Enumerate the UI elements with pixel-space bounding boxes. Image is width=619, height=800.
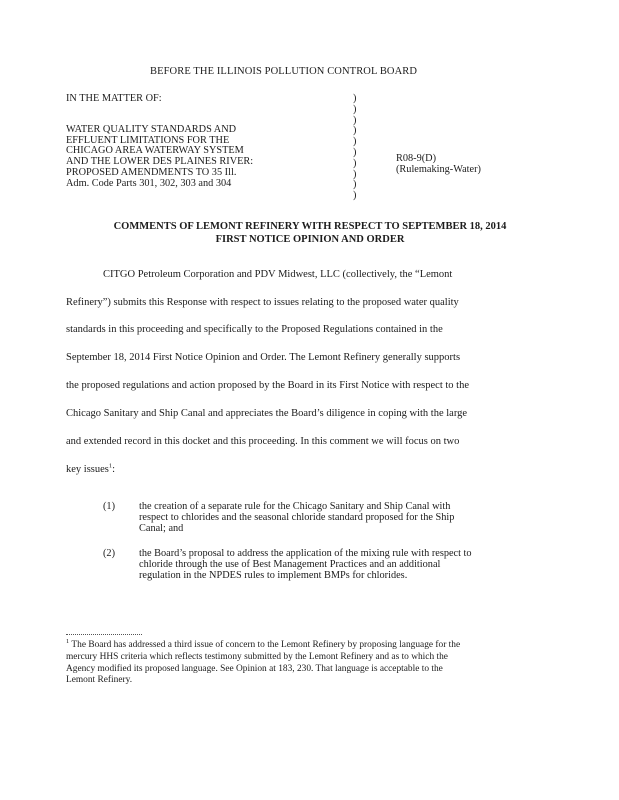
paren: ) xyxy=(353,157,357,169)
case-caption xyxy=(66,94,253,190)
caption-parentheses xyxy=(353,94,356,202)
heading-line: COMMENTS OF LEMONT REFINERY WITH RESPECT TO SEPTEMBER 18, 2014 xyxy=(113,221,507,232)
footnote-line xyxy=(66,637,461,652)
list-item-line: regulation in the NPDES rules to implement BMPs for chlorides. xyxy=(139,570,408,582)
body-line: Chicago Sanitary and Ship Canal and appreciates the Board’s diligence in coping with the large xyxy=(66,408,468,419)
footnote-marker: 1 xyxy=(66,637,70,645)
paren: ) xyxy=(353,179,357,191)
list-item xyxy=(139,501,454,535)
paren: ) xyxy=(353,146,357,158)
caption-line: CHICAGO AREA WATERWAY SYSTEM xyxy=(66,145,244,157)
list-item xyxy=(139,548,472,582)
body-text: key issues xyxy=(66,464,109,475)
body-line: the proposed regulations and action proposed by the Board in its First Notice with respect to the xyxy=(66,380,469,391)
footnote-reference: 1 xyxy=(108,462,113,470)
list-item-number: (1) xyxy=(103,501,116,512)
list-item-line: respect to chlorides and the seasonal chloride standard proposed for the Ship xyxy=(139,512,455,524)
body-line: Refinery”) submits this Response with respect to issues relating to the proposed water quality xyxy=(66,297,459,308)
footnote-text: The Board has addressed a third issue of concern to the Lemont Refinery by proposing language for the xyxy=(69,640,461,650)
paren: ) xyxy=(353,190,357,202)
list-item-line: Canal; and xyxy=(139,523,184,535)
paren: ) xyxy=(353,136,357,148)
caption-line: AND THE LOWER DES PLAINES RIVER: xyxy=(66,156,254,168)
list-item-line: chloride through the use of Best Management Practices and an additional xyxy=(139,559,441,571)
footnote xyxy=(66,637,461,687)
body-text-trailing: : xyxy=(112,464,116,475)
caption-line: Adm. Code Parts 301, 302, 303 and 304 xyxy=(66,177,232,189)
docket-number: R08-9(D) xyxy=(396,153,437,164)
list-item-line: the creation of a separate rule for the Chicago Sanitary and Ship Canal with xyxy=(139,501,451,512)
paren: ) xyxy=(353,125,357,137)
footnote-separator xyxy=(66,634,142,635)
board-title: BEFORE THE ILLINOIS POLLUTION CONTROL BOARD xyxy=(150,66,418,77)
list-item-number: (2) xyxy=(103,548,116,559)
paren: ) xyxy=(353,168,357,180)
footnote-line: mercury HHS criteria which reflects testimony submitted by the Lemont Refinery and as to which the xyxy=(66,651,448,662)
body-line: and extended record in this docket and this proceeding. In this comment we will focus on two xyxy=(66,436,460,447)
footnote-line: Lemont Refinery. xyxy=(66,675,133,686)
paren: ) xyxy=(353,93,357,104)
body-line: September 18, 2014 First Notice Opinion and Order. The Lemont Refinery generally supports xyxy=(66,352,461,363)
paren: ) xyxy=(353,114,357,126)
document-heading xyxy=(60,221,560,246)
matter-label: IN THE MATTER OF: xyxy=(66,93,162,104)
docket-info xyxy=(396,154,481,176)
paren: ) xyxy=(353,103,357,115)
footnote-line: Agency modified its proposed language. See Opinion at 183, 230. That language is acceptable to the xyxy=(66,663,443,674)
caption-line: WATER QUALITY STANDARDS AND xyxy=(66,123,237,135)
heading-line: FIRST NOTICE OPINION AND ORDER xyxy=(215,233,405,245)
list-item-line: the Board’s proposal to address the application of the mixing rule with respect to xyxy=(139,548,472,559)
body-line: standards in this proceeding and specifically to the Proposed Regulations contained in the xyxy=(66,324,443,335)
body-line: CITGO Petroleum Corporation and PDV Midwest, LLC (collectively, the “Lemont xyxy=(103,269,453,280)
body-line-last xyxy=(66,464,115,475)
docket-type: (Rulemaking-Water) xyxy=(396,163,481,175)
caption-line: EFFLUENT LIMITATIONS FOR THE xyxy=(66,134,230,146)
caption-line: PROPOSED AMENDMENTS TO 35 Ill. xyxy=(66,166,237,178)
